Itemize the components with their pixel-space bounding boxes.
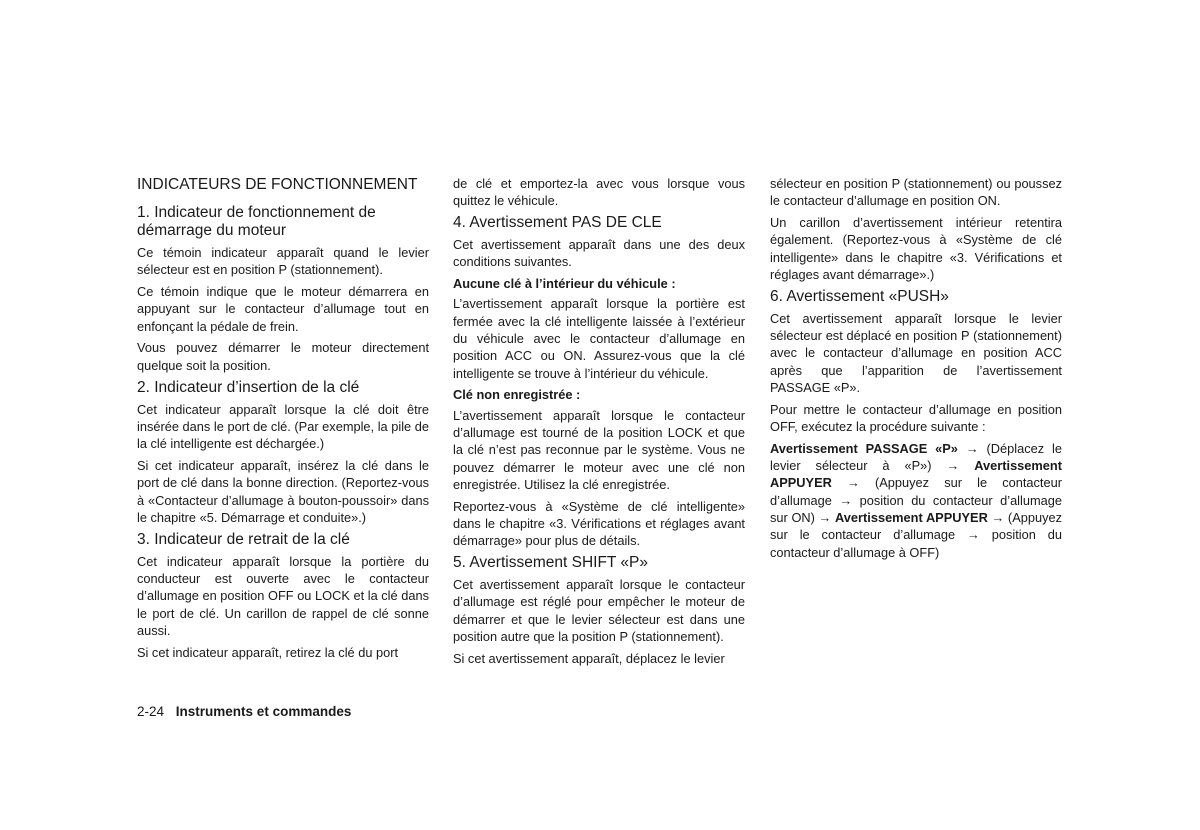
paragraph: Vous pouvez démarrer le moteur directement quelque soit la position. bbox=[137, 340, 429, 373]
paragraph: Si cet indicateur apparaît, retirez la clé du port bbox=[137, 644, 399, 660]
paragraph: Si cet avertissement apparaît, déplacez le levier bbox=[453, 650, 725, 666]
procedure-step-bold: Avertissement PASSAGE «P» bbox=[770, 440, 958, 456]
subheading-no-key-warning: 4. Avertissement PAS DE CLE bbox=[453, 214, 662, 232]
paragraph-continued: de clé et emportez-la avec vous lorsque vous quittez le véhicule. bbox=[453, 176, 745, 209]
paragraph: Un carillon d’avertissement intérieur retentira également. (Reportez-vous à «Système de clé intelligente» dans le chapitre «3. Vérifications et réglages avant démarrage».) bbox=[770, 215, 1062, 282]
paragraph-continued: sélecteur en position P (stationnement) ou poussez le contacteur d’allumage en position ON. bbox=[770, 176, 1062, 209]
paragraph: Reportez-vous à «Système de clé intelligente» dans le chapitre «3. Vérifications et réglages avant démarrage» pour plus de détails. bbox=[453, 498, 745, 549]
column-3 bbox=[770, 175, 1062, 565]
paragraph: Pour mettre le contacteur d’allumage en position OFF, exécutez la procédure suivante : bbox=[770, 401, 1062, 435]
subheading-key-insert-indicator: 2. Indicateur d’insertion de la clé bbox=[137, 378, 360, 396]
procedure-step-bold: Avertissement APPUYER bbox=[770, 458, 1062, 491]
column-2 bbox=[453, 175, 745, 672]
paragraph: Cet indicateur apparaît lorsque la clé doit être insérée dans le port de clé. (Par exemple, la pile de la clé intelligente est déchargée.) bbox=[137, 401, 429, 452]
paragraph: L’avertissement apparaît lorsque le contacteur d’allumage est tourné de la position LOCK et que la clé n’est pas reconnue par le système. Vous ne pouvez démarrer le moteur avec une clé non enregistrée. Utilisez la clé enregistrée. bbox=[453, 407, 745, 492]
subheading-key-removal-indicator: 3. Indicateur de retrait de la clé bbox=[137, 530, 350, 548]
paragraph: L’avertissement apparaît lorsque la portière est fermée avec la clé intelligente laissée à l’extérieur du véhicule avec le contacteur d’allumage en position ACC ou ON. Assurez-vous que la clé intelligente se trouve à l’intérieur du véhicule. bbox=[453, 296, 745, 381]
paragraph: Cet indicateur apparaît lorsque la portière du conducteur est ouverte avec le contacteur d’allumage en position OFF ou LOCK et la clé dans le port de clé. Un carillon de rappel de clé sonne aussi. bbox=[137, 553, 429, 638]
subheading-engine-start-indicator: 1. Indicateur de fonctionnement de démarrage du moteur bbox=[137, 204, 376, 239]
paragraph: Ce témoin indicateur apparaît quand le levier sélecteur est en position P (stationnement). bbox=[137, 245, 429, 278]
procedure-step-bold: Avertissement APPUYER bbox=[835, 510, 988, 526]
section-heading: INDICATEURS DE FONCTIONNEMENT bbox=[137, 176, 418, 193]
paragraph: Cet avertissement apparaît lorsque le levier sélecteur est déplacé en position P (stationnement) avec le contacteur d’allumage en position ACC après que l’apparition de l’avertissement PASSAGE «P». bbox=[770, 310, 1062, 395]
footer-title: Instruments et commandes bbox=[175, 704, 352, 719]
subheading-shift-p-warning: 5. Avertissement SHIFT «P» bbox=[453, 554, 648, 572]
procedure-step-text: → (Déplacez le levier sélecteur à «P») → bbox=[770, 440, 1062, 474]
condition-label: Aucune clé à l’intérieur du véhicule : bbox=[453, 276, 676, 292]
paragraph: Cet avertissement apparaît dans une des deux conditions suivantes. bbox=[453, 237, 745, 270]
column-1 bbox=[137, 175, 429, 665]
procedure-step-text: → (Appuyez sur le contacteur d’allumage → position du contacteur d’allumage sur ON) → bbox=[770, 475, 1062, 526]
subheading-push-warning: 6. Avertissement «PUSH» bbox=[770, 287, 949, 305]
condition-label: Clé non enregistrée : bbox=[453, 387, 581, 403]
procedure-step-text: → (Appuyez sur le contacteur d’allumage → position du contacteur d’allumage à OFF) bbox=[770, 510, 1062, 560]
page-number: 2-24 bbox=[137, 704, 165, 719]
paragraph: Cet avertissement apparaît lorsque le contacteur d’allumage est réglé pour empêcher le moteur de démarrer et que le levier sélecteur est dans une position autre que la position P (stationnement). bbox=[453, 577, 745, 645]
page-footer bbox=[137, 704, 351, 719]
procedure-steps bbox=[770, 440, 1062, 561]
paragraph: Si cet indicateur apparaît, insérez la clé dans le port de clé dans la bonne direction. (Reportez-vous à «Contacteur d’allumage à bouton-poussoir» dans le chapitre «5. Démarrage et conduite».) bbox=[137, 457, 429, 525]
paragraph: Ce témoin indique que le moteur démarrera en appuyant sur le contacteur d’allumage tout en enfonçant la pédale de frein. bbox=[137, 284, 429, 334]
